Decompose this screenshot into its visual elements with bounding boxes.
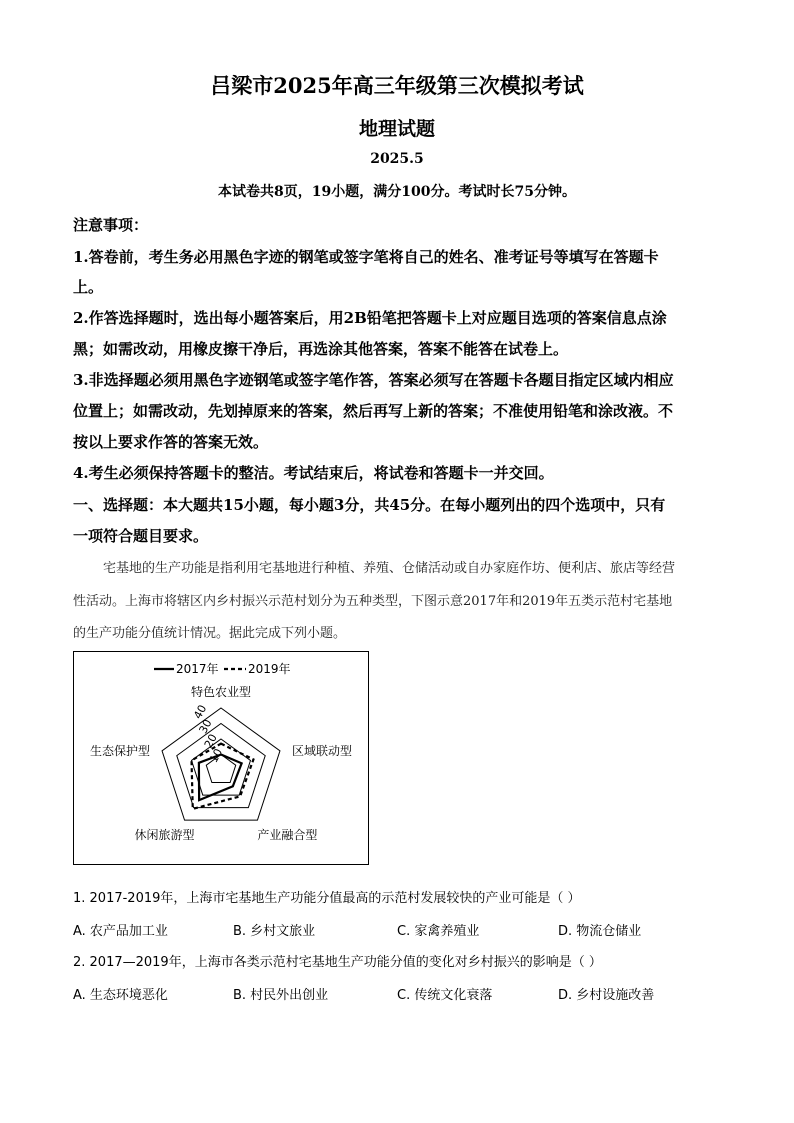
axis-label: 休闲旅游型	[134, 828, 195, 843]
note-line: 1.答卷前，考生务必用黑色字迹的钢笔或签字笔将自己的姓名、准考证号等填写在答题卡	[73, 248, 659, 266]
radar-chart	[74, 652, 368, 864]
note-line: 2.作答选择题时，选出每小题答案后，用2B铅笔把答题卡上对应题目选项的答案信息点涂	[73, 309, 667, 327]
context-line: 的生产功能分值统计情况。据此完成下列小题。	[73, 626, 347, 641]
note-line: 上。	[73, 278, 104, 296]
legend-label-2017: 2017年	[176, 662, 219, 676]
tick-label: 10	[207, 746, 226, 765]
notes-heading: 注意事项：	[73, 216, 149, 234]
question-1-option-b[interactable]: B. 乡村文旅业	[233, 924, 316, 939]
grid-ring-20	[192, 739, 251, 795]
axis-label: 产业融合型	[257, 828, 318, 843]
note-line: 按以上要求作答的答案无效。	[73, 433, 269, 451]
radar-chart-figure	[73, 651, 369, 865]
axis-label: 生态保护型	[90, 743, 151, 758]
section-heading: 一、选择题：本大题共15小题，每小题3分，共45分。在每小题列出的四个选项中，只有	[73, 496, 666, 514]
note-line: 黑；如需改动，用橡皮擦干净后，再选涂其他答案，答案不能答在试卷上。	[73, 340, 569, 358]
context-line: 性活动。上海市将辖区内乡村振兴示范村划分为五种类型，下图示意2017年和2019年五类示范村宅基地	[73, 594, 673, 609]
exam-subject: 地理试题	[358, 118, 435, 140]
exam-info: 本试卷共8页，19小题，满分100分。考试时长75分钟。	[218, 184, 576, 200]
question-1-option-c[interactable]: C. 家禽养殖业	[397, 924, 480, 939]
tick-label: 20	[201, 731, 220, 751]
note-line: 3.非选择题必须用黑色字迹钢笔或签字笔作答，答案必须写在答题卡各题目指定区域内相应	[73, 371, 674, 389]
question-1-option-a[interactable]: A. 农产品加工业	[73, 924, 168, 939]
axis-label: 特色农业型	[190, 685, 252, 699]
exam-title: 吕梁市2025年高三年级第三次模拟考试	[210, 73, 584, 98]
question-2-option-c[interactable]: C. 传统文化衰落	[397, 988, 493, 1003]
question-2-option-a[interactable]: A. 生态环境恶化	[73, 988, 168, 1003]
question-1-option-d[interactable]: D. 物流仓储业	[558, 924, 642, 939]
axis-label: 区域联动型	[291, 743, 352, 758]
section-heading-cont: 一项符合题目要求。	[73, 527, 209, 545]
tick-label: 30	[196, 717, 215, 736]
context-line: 宅基地的生产功能是指利用宅基地进行种植、养殖、仓储活动或自办家庭作坊、便利店、旅店等经营	[103, 561, 676, 576]
exam-date: 2025.5	[370, 151, 424, 167]
question-2-option-d[interactable]: D. 乡村设施改善	[558, 988, 655, 1003]
question-1-stem: 1. 2017-2019年，上海市宅基地生产功能分值最高的示范村发展较快的产业可能是（ ）	[73, 891, 581, 906]
legend-label-2019: 2019年	[248, 662, 291, 676]
tick-label: 40	[191, 702, 210, 722]
note-line: 位置上；如需改动，先划掉原来的答案，然后再写上新的答案；不准使用铅笔和涂改液。不	[73, 402, 674, 420]
question-2-option-b[interactable]: B. 村民外出创业	[233, 988, 329, 1003]
note-line: 4.考生必须保持答题卡的整洁。考试结束后，将试卷和答题卡一并交回。	[73, 464, 554, 482]
question-2-stem: 2. 2017—2019年，上海市各类示范村宅基地生产功能分值的变化对乡村振兴的影响是（ ）	[73, 955, 602, 970]
